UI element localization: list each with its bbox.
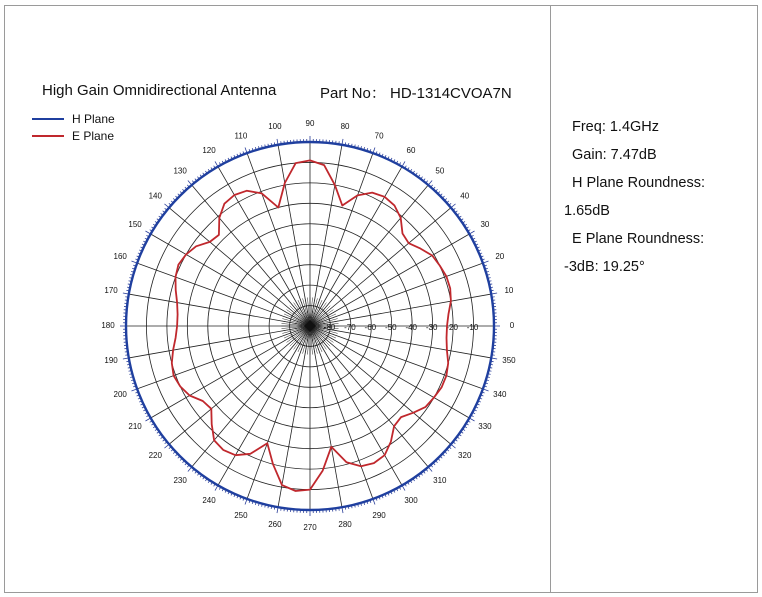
spec-h-roundness-label: H Plane Roundness: (572, 175, 705, 191)
angle-label: 0 (509, 321, 515, 331)
angle-label: 320 (458, 450, 472, 460)
angle-label: 30 (480, 220, 490, 230)
angle-label: 40 (460, 191, 470, 201)
angle-label: 290 (372, 510, 386, 520)
angle-label: 50 (435, 166, 445, 176)
legend-label-e-plane: E Plane (72, 128, 115, 143)
angle-label: 150 (128, 220, 142, 230)
spec-h-roundness-value: 1.65dB (564, 203, 610, 219)
spec-e-roundness-label: E Plane Roundness: (572, 231, 705, 247)
angle-label: 340 (493, 390, 507, 400)
radial-label: -80 (323, 323, 336, 332)
spec-gain: Gain: 7.47dB (572, 147, 657, 163)
angle-label: 90 (305, 119, 315, 129)
radial-label: -50 (384, 323, 397, 332)
angle-label: 70 (374, 131, 384, 141)
angle-label: 220 (148, 450, 162, 460)
radial-label: -70 (344, 323, 356, 332)
angle-label: 10 (504, 286, 514, 296)
angle-label: 140 (148, 191, 162, 201)
angle-label: 280 (338, 520, 352, 530)
angle-label: 100 (268, 122, 282, 132)
angle-label: 180 (101, 321, 115, 331)
angle-label: 20 (495, 252, 505, 262)
angle-label: 170 (104, 286, 118, 296)
spec-frequency: Freq: 1.4GHz (572, 119, 660, 135)
legend-label-h-plane: H Plane (72, 111, 115, 126)
angle-label: 60 (406, 146, 416, 156)
angle-label: 310 (433, 475, 447, 485)
radial-label: -40 (405, 323, 418, 332)
angle-label: 260 (268, 520, 282, 530)
radial-label: -30 (425, 323, 438, 332)
angle-label: 350 (502, 356, 516, 366)
radial-label: -20 (446, 323, 458, 332)
angle-label: 130 (173, 166, 187, 176)
part-number: Part No： HD-1314CVOA7N (320, 85, 512, 102)
angle-label: 330 (478, 422, 492, 432)
angle-label: 80 (340, 122, 350, 132)
angle-label: 210 (128, 422, 142, 432)
angle-label: 230 (173, 475, 187, 485)
radial-label: -60 (364, 323, 377, 332)
angle-label: 160 (113, 252, 127, 262)
radial-label: -10 (466, 323, 479, 332)
angle-label: 190 (104, 356, 118, 366)
angle-label: 110 (234, 131, 248, 141)
spec-e-roundness-value: -3dB: 19.25° (564, 259, 645, 275)
chart-title: High Gain Omnidirectional Antenna (42, 82, 277, 99)
angle-label: 240 (202, 496, 216, 506)
angle-label: 300 (404, 496, 418, 506)
angle-label: 120 (202, 146, 216, 156)
angle-label: 250 (234, 510, 248, 520)
angle-label: 200 (113, 390, 127, 400)
angle-label: 270 (303, 523, 317, 533)
